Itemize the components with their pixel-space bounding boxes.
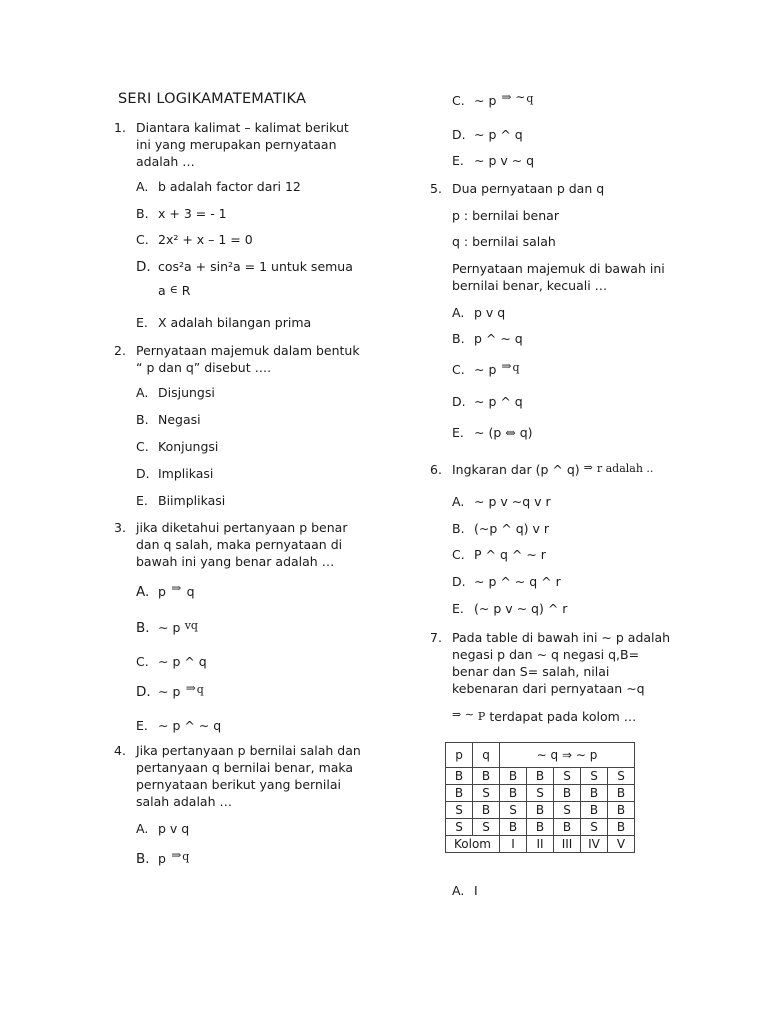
table-cell: S	[581, 819, 608, 836]
option-a	[452, 494, 551, 510]
table-footer-row	[446, 836, 635, 853]
option-text: p	[158, 584, 166, 599]
table-cell: B	[500, 768, 527, 785]
table-cell: B	[608, 785, 635, 802]
option-letter: C.	[452, 93, 465, 108]
table-row	[446, 768, 635, 785]
option-b	[452, 331, 523, 347]
option-text: x + 3 = - 1	[158, 206, 227, 221]
option-text: ∼ p ^ q	[474, 394, 523, 409]
table-cell: B	[608, 819, 635, 836]
question-text-part: r adalah ..	[596, 462, 654, 475]
table-cell: S	[446, 802, 473, 819]
table-footer-cell: V	[608, 836, 635, 853]
question-line: Pernyataan majemuk dalam bentuk	[136, 343, 360, 358]
option-text: b adalah factor dari 12	[158, 179, 301, 194]
option-text: R	[181, 283, 191, 298]
table-cell: S	[473, 785, 500, 802]
question-line: bawah ini yang benar adalah …	[136, 554, 335, 569]
option-text: 2x² + x – 1 = 0	[158, 232, 253, 247]
option-text: (∼ p v ∼ q) ^ r	[474, 601, 568, 616]
table-cell: S	[500, 802, 527, 819]
question-text-part: Ingkaran dar (p ^ q)	[452, 462, 580, 477]
table-cell: B	[446, 785, 473, 802]
implies-symbol: ⇒	[501, 359, 512, 373]
option-letter: C.	[136, 232, 149, 247]
option-d	[136, 681, 204, 701]
option-letter: A.	[136, 179, 149, 194]
question-line: “ p dan q” disebut ….	[136, 360, 272, 375]
table-header-cell: q	[473, 743, 500, 768]
option-e	[136, 718, 221, 734]
option-letter: A.	[452, 494, 465, 509]
table-cell: B	[581, 802, 608, 819]
question-line: Diantara kalimat – kalimat berikut	[136, 120, 349, 135]
option-text: Disjungsi	[158, 385, 215, 400]
table-footer-cell: Kolom	[446, 836, 500, 853]
table-cell: B	[581, 785, 608, 802]
question-line: pertanyaan q bernilai benar, maka	[136, 760, 354, 775]
option-c	[452, 547, 546, 563]
option-a	[136, 385, 215, 401]
option-text: ∼ p	[158, 620, 181, 635]
implies-symbol: ⇒ ∼	[501, 90, 526, 104]
option-text: p	[158, 851, 166, 866]
statement-q: q : bernilai salah	[452, 234, 556, 249]
option-e	[452, 601, 567, 617]
option-text: ∼ p ^ ∼ q ^ r	[474, 574, 561, 589]
table-cell: B	[608, 802, 635, 819]
option-letter: E.	[452, 425, 464, 440]
option-d-continuation	[158, 283, 190, 300]
option-letter: D.	[452, 127, 466, 142]
option-d	[136, 466, 213, 482]
option-e	[452, 425, 533, 441]
option-text: q	[190, 619, 198, 632]
question-text	[136, 742, 361, 810]
option-text: ∼ p	[158, 684, 181, 699]
option-text: q	[186, 584, 195, 599]
option-c	[452, 90, 534, 110]
table-cell: S	[446, 819, 473, 836]
table-footer-cell: I	[500, 836, 527, 853]
option-letter: E.	[136, 493, 148, 508]
question-line: negasi p dan ∼ q negasi q,B=	[452, 647, 640, 662]
question-line: Pernyataan majemuk di bawah ini	[452, 261, 665, 276]
option-letter: A.	[452, 883, 465, 898]
option-d	[452, 127, 523, 143]
option-text: q	[196, 683, 204, 696]
table-cell: B	[473, 768, 500, 785]
option-c	[452, 359, 520, 379]
option-b	[136, 620, 198, 637]
question-7-last-line	[452, 709, 636, 726]
option-b	[452, 521, 549, 537]
option-text: q	[512, 361, 520, 374]
implies-symbol: ⇒	[171, 848, 182, 862]
table-footer-cell: III	[554, 836, 581, 853]
option-a	[136, 179, 301, 195]
statement-p: p : bernilai benar	[452, 208, 559, 223]
table-header-cell: ∼ q ⇒ ∼ p	[500, 743, 635, 768]
implies-symbol: ⇒ ∼	[452, 708, 474, 721]
option-e	[136, 315, 311, 331]
option-d	[452, 394, 523, 410]
option-text: Implikasi	[158, 466, 214, 481]
question-text	[136, 119, 349, 170]
table-cell: S	[473, 819, 500, 836]
option-letter: B.	[136, 851, 150, 867]
option-a	[452, 883, 478, 899]
option-letter: B.	[452, 521, 465, 536]
option-c	[136, 654, 207, 670]
option-letter: B.	[136, 412, 149, 427]
question-text-part: P	[477, 710, 486, 723]
table-cell: B	[527, 768, 554, 785]
option-letter: C.	[452, 547, 465, 562]
option-c	[136, 439, 218, 455]
table-cell: B	[473, 802, 500, 819]
question-number: 7.	[430, 630, 442, 645]
option-text: q	[526, 92, 534, 105]
option-letter: D.	[452, 574, 466, 589]
option-b	[136, 848, 190, 868]
option-letter: A.	[136, 821, 149, 836]
option-letter: A.	[136, 385, 149, 400]
table-cell: B	[527, 819, 554, 836]
option-text: Biimplikasi	[158, 493, 226, 508]
question-prompt	[452, 260, 742, 294]
option-letter: C.	[136, 439, 149, 454]
option-text: ∼ p ^ q	[158, 654, 207, 669]
truth-table	[445, 742, 635, 853]
question-line: Jika pertanyaan p bernilai salah dan	[136, 743, 361, 758]
table-cell: S	[608, 768, 635, 785]
question-line: pernyataan berikut yang bernilai	[136, 777, 341, 792]
table-row	[446, 819, 635, 836]
question-line: kebenaran dari pernyataan ∼q	[452, 681, 645, 696]
option-letter: D.	[136, 684, 151, 700]
option-letter: B.	[136, 206, 149, 221]
option-letter: E.	[136, 718, 148, 733]
option-text: ∼ p v ∼q v r	[474, 494, 551, 509]
option-e	[136, 493, 225, 509]
table-cell: B	[500, 819, 527, 836]
question-text-part: terdapat pada kolom …	[489, 709, 637, 724]
element-of-symbol: ∈	[169, 283, 178, 296]
question-number: 3.	[114, 520, 126, 535]
option-letter: D.	[136, 259, 151, 275]
option-letter: A.	[452, 305, 465, 320]
option-letter: B.	[136, 620, 150, 636]
document-title: SERI LOGIKAMATEMATIKA	[118, 91, 307, 107]
table-row	[446, 802, 635, 819]
option-b	[136, 412, 201, 428]
option-text: p ^ ∼ q	[474, 331, 523, 346]
table-cell: S	[581, 768, 608, 785]
question-line: salah adalah …	[136, 794, 232, 809]
question-number: 1.	[114, 120, 126, 135]
question-text	[136, 519, 347, 570]
table-cell: B	[446, 768, 473, 785]
option-text: a	[158, 283, 166, 298]
option-letter: C.	[452, 362, 465, 377]
table-header-row	[446, 743, 635, 768]
option-letter: A.	[136, 584, 150, 600]
option-letter: E.	[136, 315, 148, 330]
question-text	[136, 342, 360, 376]
option-text: ∼ p	[474, 362, 497, 377]
implies-symbol: ⇒	[583, 461, 593, 474]
table-footer-cell: II	[527, 836, 554, 853]
table-row	[446, 785, 635, 802]
question-line: Pada table di bawah ini ∼ p adalah	[452, 630, 671, 645]
table-cell: B	[554, 819, 581, 836]
option-letter: E.	[452, 153, 464, 168]
question-number: 6.	[430, 462, 442, 477]
option-text: p v q	[158, 821, 190, 836]
option-text: ∼ p ^ q	[474, 127, 523, 142]
table-cell: S	[527, 785, 554, 802]
implies-symbol: ⇒	[171, 581, 182, 595]
table-footer-cell: IV	[581, 836, 608, 853]
option-letter: E.	[452, 601, 464, 616]
option-a	[136, 821, 189, 837]
table-header-cell: p	[446, 743, 473, 768]
option-text: (∼p ^ q) v r	[474, 521, 549, 536]
option-text: cos²a + sin²a = 1 untuk semua	[158, 259, 353, 274]
option-text: ∼ p ^ ∼ q	[158, 718, 222, 733]
table-cell: S	[554, 802, 581, 819]
iff-symbol: ⇔	[505, 425, 516, 440]
option-d	[136, 259, 353, 275]
option-text: P ^ q ^ ∼ r	[474, 547, 546, 562]
table-cell: B	[500, 785, 527, 802]
table-cell: B	[527, 802, 554, 819]
option-text: ∼ (p	[474, 425, 502, 440]
or-symbol: v	[184, 619, 191, 632]
option-text: ∼ p v ∼ q	[474, 153, 535, 168]
question-number: 4.	[114, 743, 126, 758]
question-line: ini yang merupakan pernyataan	[136, 137, 337, 152]
option-e	[452, 153, 534, 169]
question-number: 2.	[114, 343, 126, 358]
option-c	[136, 232, 253, 248]
option-d	[452, 574, 561, 590]
option-text: ∼ p	[474, 93, 497, 108]
table-cell: B	[554, 785, 581, 802]
option-letter: D.	[136, 466, 150, 481]
question-line: benar dan S= salah, nilai	[452, 664, 610, 679]
implies-symbol: ⇒	[185, 681, 196, 695]
option-a	[452, 305, 505, 321]
question-text	[452, 461, 653, 479]
question-line: dan q salah, maka pernyataan di	[136, 537, 343, 552]
option-text: Negasi	[158, 412, 201, 427]
question-text	[452, 629, 670, 697]
option-text: I	[474, 883, 478, 898]
option-a	[136, 581, 195, 600]
question-number: 5.	[430, 181, 442, 196]
option-letter: D.	[452, 394, 466, 409]
option-text: p v q	[474, 305, 506, 320]
option-letter: B.	[452, 331, 465, 346]
option-letter: C.	[136, 654, 149, 669]
option-text: q)	[519, 425, 533, 440]
question-line: adalah …	[136, 154, 195, 169]
table-cell: S	[554, 768, 581, 785]
option-b	[136, 206, 227, 222]
option-text: X adalah bilangan prima	[158, 315, 312, 330]
option-text: q	[182, 850, 190, 863]
question-line: jika diketahui pertanyaan p benar	[136, 520, 348, 535]
question-line: bernilai benar, kecuali …	[452, 278, 608, 293]
question-text: Dua pernyataan p dan q	[452, 181, 605, 196]
option-text: Konjungsi	[158, 439, 219, 454]
